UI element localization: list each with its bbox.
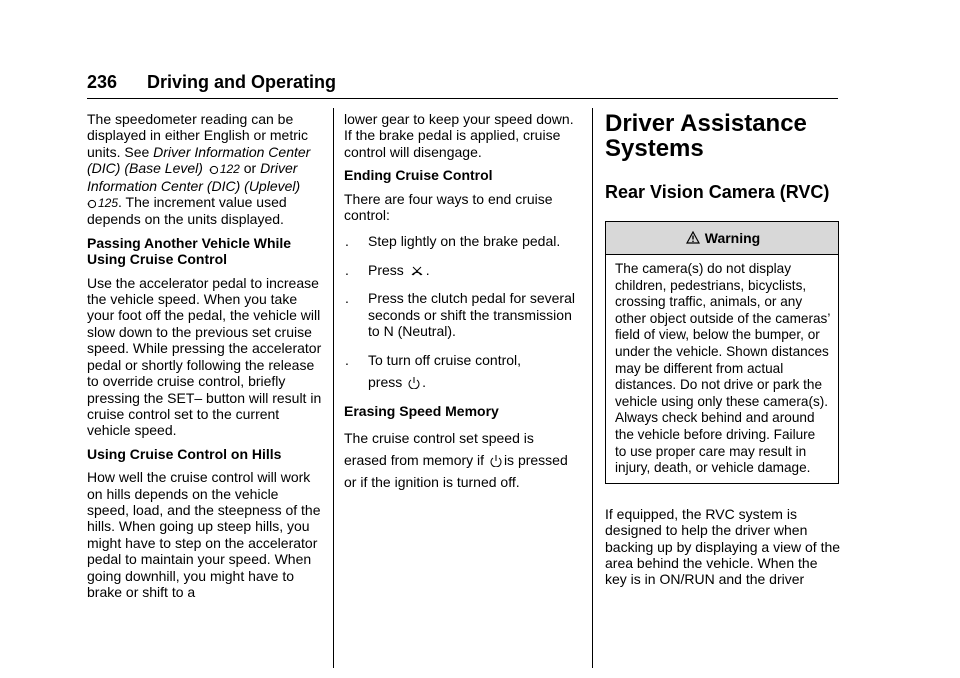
section-title: Driving and Operating (147, 72, 337, 92)
text: is pressed (503, 451, 568, 468)
page-reference-icon (87, 199, 96, 209)
text: or (239, 160, 261, 177)
page-header (87, 70, 838, 99)
list-item-cancel (344, 262, 584, 278)
punctuation: . (422, 374, 427, 391)
list-item-text: Press the clutch pedal for several seconds or shift the transmission to N (Neutral). (368, 290, 575, 340)
page-reference-icon (209, 165, 218, 175)
column-divider-right (592, 108, 593, 668)
heading-rear-vision-camera: Rear Vision Camera (RVC) (605, 182, 830, 202)
list-item-text: To turn off cruise control, (368, 352, 522, 369)
bullet: . (345, 290, 349, 307)
warning-title: Warning (704, 230, 761, 246)
xref-page-125[interactable]: 125 (98, 196, 119, 211)
heading-ending-cruise: Ending Cruise Control (344, 167, 493, 184)
column-left (87, 111, 323, 607)
page-number: 236 (87, 72, 118, 92)
hills-paragraph: How well the cruise control will work on hills depends on the vehicle speed, load, and the steepness of the hills. When going up steep hills, you might have to step on the accelerator pedal to maintain your speed. When going downhill, you might have to brake or shift to a (87, 469, 321, 600)
text: The speedometer reading can be displayed in either English or metric units. See (87, 111, 308, 160)
list-item-brake (344, 233, 584, 249)
xref-dic-base[interactable]: Driver Information Center (DIC) (Base Level) (87, 143, 311, 177)
list-item-text: Press (368, 261, 404, 278)
cruise-on-off-icon (490, 454, 502, 467)
warning-box (605, 221, 839, 484)
warning-body: The camera(s) do not display children, pedestrians, bicyclists, crossing traffic, animals, or any other object outside of the cameras’ field of view, below the bumper, or under the vehicle. Shown distances may be different from actual distances. Do not drive or park the vehicle using only these camera(s). Always check behind and around the vehicle before driving. Failure to use proper care may result in injury, death, or vehicle damage. (615, 261, 830, 476)
text: . The increment value used depends on the units displayed. (87, 194, 287, 228)
text: erased from memory if (344, 451, 485, 468)
xref-dic-uplevel[interactable]: Driver Information Center (DIC) (Uplevel) (87, 160, 301, 194)
warning-triangle-icon (686, 231, 700, 244)
heading-cruise-hills: Using Cruise Control on Hills (87, 445, 282, 462)
cruise-on-off-icon (408, 376, 420, 389)
list-item-onoff (344, 349, 584, 393)
rvc-paragraph: If equipped, the RVC system is designed to help the driver when backing up by displaying a view of the area behind the vehicle. When the key is in ON/RUN and the driver (605, 505, 841, 588)
list-item-text: press (368, 374, 403, 391)
bullet: . (345, 233, 349, 250)
heading-driver-assistance: Driver Assistance Systems (605, 110, 807, 162)
column-right (605, 111, 841, 595)
heading-erasing-memory: Erasing Speed Memory (344, 403, 499, 420)
speedometer-paragraph (87, 111, 323, 228)
ending-intro: There are four ways to end cruise control: (344, 190, 553, 224)
list-item-clutch (344, 290, 584, 339)
bullet: . (345, 261, 349, 278)
cruise-cancel-icon (410, 265, 424, 277)
punctuation: . (425, 261, 430, 278)
text: The cruise control set speed is (344, 429, 534, 446)
xref-page-122[interactable]: 122 (219, 162, 240, 177)
list-item-text: Step lightly on the brake pedal. (368, 233, 561, 250)
passing-paragraph: Use the accelerator pedal to increase the vehicle speed. When you take your foot off the pedal, the vehicle will slow down to the previous set cruise speed. While pressing the accelerator pedal or shortly following the release to override cruise control, briefly pressing the SET– button will result in cruise control set to the current vehicle speed. (87, 274, 322, 439)
column-middle (344, 111, 584, 500)
text: or if the ignition is turned off. (344, 473, 520, 490)
bullet: . (345, 352, 349, 369)
continued-paragraph: lower gear to keep your speed down. If the brake pedal is applied, cruise control will disengage. (344, 111, 574, 160)
column-divider-left (333, 108, 334, 668)
heading-passing-vehicle: Passing Another Vehicle While Using Cruise Control (87, 234, 292, 268)
warning-header (606, 222, 838, 255)
erasing-paragraph (344, 427, 584, 493)
